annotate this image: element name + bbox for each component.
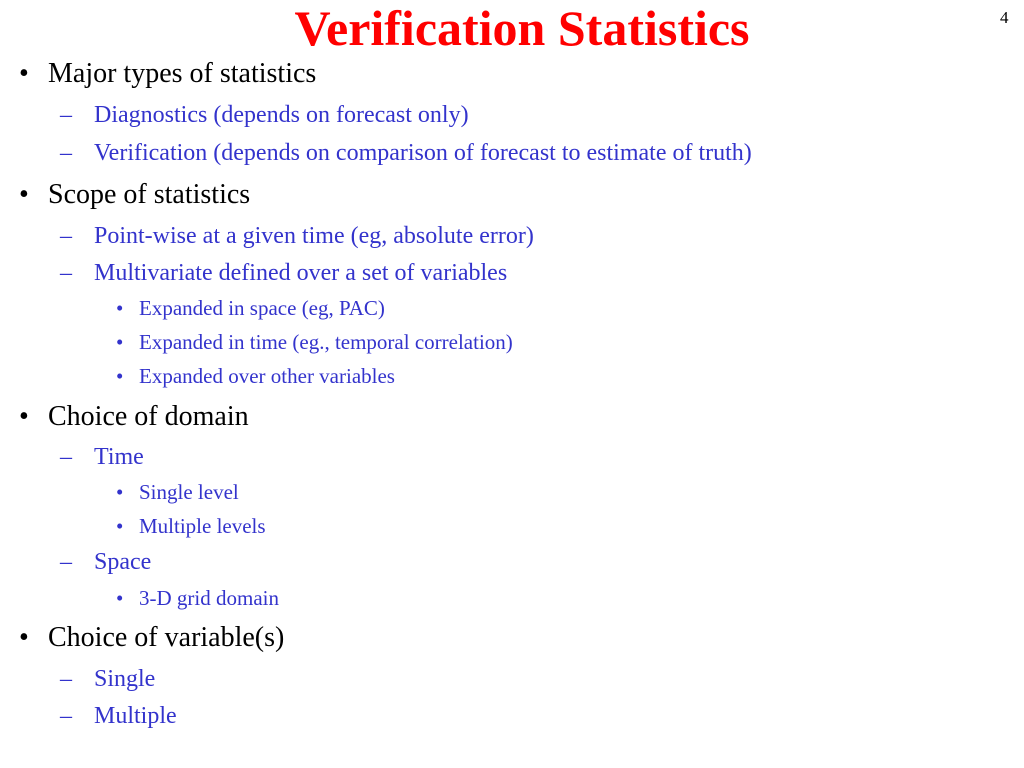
sub-sub-bullet-text: Expanded in space (eg, PAC): [139, 296, 385, 320]
sub-sub-bullet-text: Single level: [139, 480, 239, 504]
sub-sub-bullet-marker: •: [116, 480, 124, 504]
sub-sub-bullet-marker: •: [116, 586, 124, 610]
slide-number: 4: [1000, 8, 1009, 27]
sub-bullet-marker: –: [60, 140, 72, 166]
sub-sub-bullet-marker: •: [116, 296, 124, 320]
sub-bullet-marker: –: [60, 260, 72, 286]
sub-sub-bullet-text: Expanded over other variables: [139, 364, 395, 388]
sub-bullet-text: Multivariate defined over a set of variables: [94, 260, 508, 286]
sub-bullet-text: Diagnostics (depends on forecast only): [94, 102, 469, 128]
sub-sub-bullet-marker: •: [116, 330, 124, 354]
bullet-text: Choice of domain: [48, 401, 249, 432]
sub-bullet-text: Point-wise at a given time (eg, absolute error): [94, 223, 534, 249]
sub-sub-bullet-text: 3-D grid domain: [139, 586, 279, 610]
sub-bullet-text: Single: [94, 666, 156, 692]
bullet-marker: •: [19, 179, 29, 210]
bullet-text: Scope of statistics: [48, 179, 251, 210]
sub-sub-bullet-marker: •: [116, 364, 124, 388]
sub-bullet-marker: –: [60, 549, 72, 575]
sub-bullet-text: Space: [94, 549, 152, 575]
sub-bullet-marker: –: [60, 102, 72, 128]
sub-sub-bullet-text: Multiple levels: [139, 514, 266, 538]
bullet-marker: •: [19, 58, 29, 89]
sub-sub-bullet-marker: •: [116, 514, 124, 538]
sub-bullet-text: Multiple: [94, 703, 177, 729]
sub-bullet-text: Time: [94, 444, 144, 470]
bullet-text: Choice of variable(s): [48, 622, 285, 653]
sub-sub-bullet-text: Expanded in time (eg., temporal correlation): [139, 330, 513, 354]
sub-bullet-marker: –: [60, 223, 72, 249]
sub-bullet-marker: –: [60, 444, 72, 470]
bullet-marker: •: [19, 622, 29, 653]
slide-title: Verification Statistics: [294, 0, 750, 56]
bullet-text: Major types of statistics: [48, 58, 317, 89]
bullet-marker: •: [19, 401, 29, 432]
sub-bullet-marker: –: [60, 703, 72, 729]
sub-bullet-text: Verification (depends on comparison of forecast to estimate of truth): [94, 140, 752, 166]
sub-bullet-marker: –: [60, 666, 72, 692]
